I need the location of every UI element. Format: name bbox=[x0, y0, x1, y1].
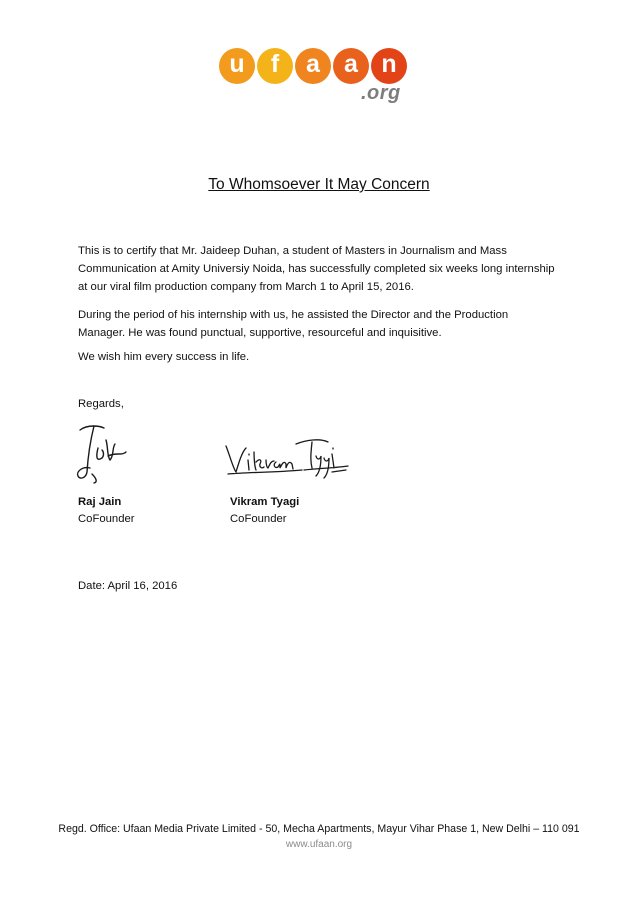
company-logo bbox=[219, 48, 414, 116]
footer-website: www.ufaan.org bbox=[285, 839, 353, 850]
regards-text: Regards, bbox=[78, 398, 124, 410]
signatory-role-1: CoFounder bbox=[78, 513, 135, 525]
certificate-paragraph: This is to certify that Mr. Jaideep Duhan, a student of Masters in Journalism and Mass Communication at Amity Universiy Noida, has successfully completed six weeks long internship at our viral film production company from March 1 to April 15, 2016. bbox=[78, 245, 555, 293]
letter-title: To Whomsoever It May Concern bbox=[208, 176, 430, 193]
logo-suffix: .org bbox=[361, 82, 401, 104]
internship-paragraph: During the period of his internship with us, he assisted the Director and the Production Manager. He was found punctual, supportive, resourceful and inquisitive. bbox=[78, 309, 509, 339]
signatory-name-1: Raj Jain bbox=[78, 496, 122, 508]
footer-address: Regd. Office: Ufaan Media Private Limited - 50, Mecha Apartments, Mayur Vihar Phase 1, New Delhi – 110 091 bbox=[58, 823, 580, 835]
logo-letter-u: u bbox=[219, 48, 255, 84]
letter-date: Date: April 16, 2016 bbox=[78, 580, 178, 592]
signatory-role-2: CoFounder bbox=[230, 513, 287, 525]
signature-vikram-tyagi bbox=[224, 434, 350, 480]
signatory-name-2: Vikram Tyagi bbox=[230, 496, 300, 508]
logo-letter-f: f bbox=[257, 48, 293, 84]
logo-letter-n: n bbox=[371, 48, 407, 84]
signature-raj-jain bbox=[74, 422, 129, 484]
wishes-paragraph: We wish him every success in life. bbox=[78, 351, 250, 363]
logo-letter-a2: a bbox=[333, 48, 369, 84]
logo-letter-a1: a bbox=[295, 48, 331, 84]
logo-circles bbox=[219, 48, 414, 84]
